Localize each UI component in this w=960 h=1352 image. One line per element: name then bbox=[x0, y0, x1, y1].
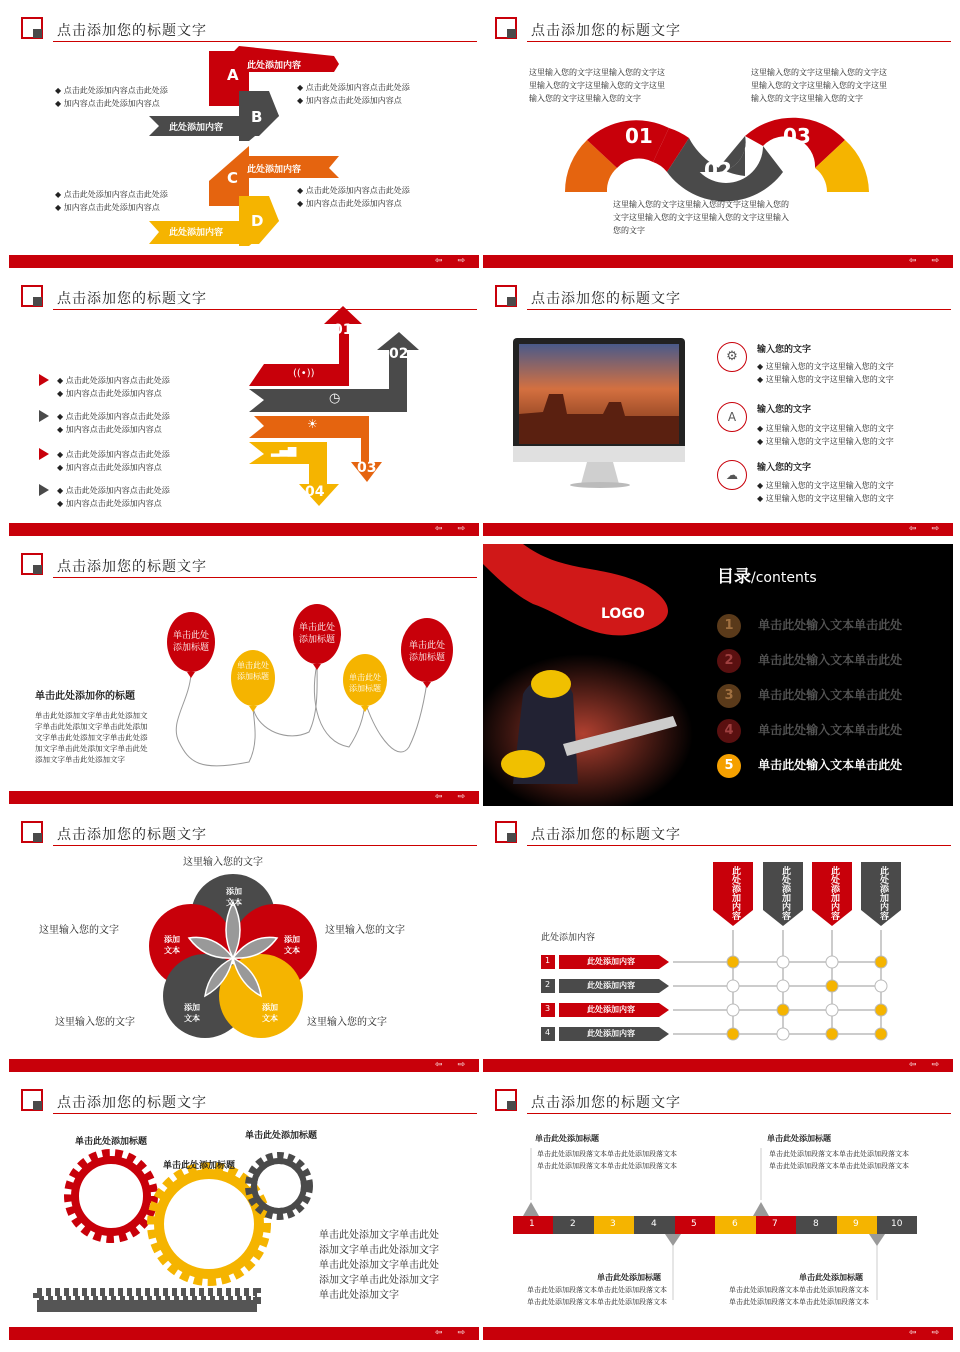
bullet-text: ◆ 点击此处添加内容点击此处添 ◆ 加内容点击此处添加内容点 bbox=[55, 86, 168, 108]
menu-num: 2 bbox=[717, 649, 741, 673]
row-label: 此处添加内容 bbox=[587, 981, 635, 990]
petal-label: 添加文本 bbox=[164, 935, 180, 955]
balloon-label: 单击此处添加标题 bbox=[298, 623, 335, 645]
timeline-num: 4 bbox=[651, 1219, 657, 1229]
menu-item[interactable] bbox=[717, 614, 902, 638]
column-label: 此处添加内容 bbox=[878, 866, 888, 920]
menu-label: 单击此处输入文本单击此处 bbox=[758, 723, 903, 737]
icon-circle bbox=[717, 402, 747, 432]
slide-title: 点击添加您的标题文字 bbox=[531, 291, 681, 307]
bullet-text: ◆ 点击此处添加内容点击此处添 ◆ 加内容点击此处添加内容点 bbox=[297, 186, 410, 208]
slide-3[interactable] bbox=[9, 274, 479, 536]
slide-4[interactable] bbox=[483, 274, 953, 536]
slide-footer bbox=[9, 1327, 479, 1340]
label-d: 此处添加内容 bbox=[169, 228, 224, 238]
slide-footer bbox=[9, 791, 479, 804]
wave-num: 01 bbox=[625, 124, 653, 148]
nav-arrows[interactable]: ⇦ ⇨ bbox=[435, 792, 471, 802]
slide-8[interactable] bbox=[483, 810, 953, 1072]
section-heading: 单击此处添加你的标题 bbox=[35, 691, 135, 702]
slide-title: 点击添加您的标题文字 bbox=[57, 827, 207, 843]
nav-arrows[interactable]: ⇦ ⇨ bbox=[435, 524, 471, 534]
menu-num: 5 bbox=[717, 754, 741, 778]
text-block: 这里输入您的文字这里输入您的文字这 里输入您的文字这里输入您的文字这里 输入您的文字这里输入您的文字 bbox=[529, 68, 665, 103]
wave-num: 02 bbox=[704, 158, 732, 182]
font-icon: A bbox=[727, 410, 737, 424]
letter-b: B bbox=[251, 108, 263, 126]
menu-item[interactable] bbox=[717, 649, 902, 673]
menu-label: 单击此处输入文本单击此处 bbox=[758, 653, 903, 667]
slide-footer bbox=[483, 255, 953, 268]
timeline-num: 8 bbox=[813, 1219, 819, 1229]
menu-label: 单击此处输入文本单击此处 bbox=[758, 688, 903, 702]
wave-num: 03 bbox=[783, 124, 811, 148]
bars-icon: ▂▄▆ bbox=[271, 444, 297, 457]
menu-item[interactable] bbox=[717, 684, 902, 708]
item-title: 输入您的文字 bbox=[757, 405, 812, 415]
item-title: 输入您的文字 bbox=[757, 345, 812, 355]
nav-arrows[interactable]: ⇦ ⇨ bbox=[909, 1328, 945, 1338]
timeline-num: 9 bbox=[853, 1219, 859, 1229]
timeline-text: 单击此处添加段落文本单击此处添加段落文本 单击此处添加段落文本单击此处添加段落文本 bbox=[769, 1150, 909, 1170]
letter-d: D bbox=[251, 212, 264, 230]
item-text: ◆ 这里输入您的文字这里输入您的文字 ◆ 这里输入您的文字这里输入您的文字 bbox=[757, 362, 894, 384]
flower-label: 这里输入您的文字 bbox=[39, 925, 119, 936]
flower-label: 这里输入您的文字 bbox=[183, 857, 263, 868]
wifi-icon: ((•)) bbox=[293, 368, 315, 379]
column-label: 此处添加内容 bbox=[780, 866, 790, 920]
slide-title: 点击添加您的标题文字 bbox=[57, 291, 207, 307]
bullet-text: ◆ 点击此处添加内容点击此处添 ◆ 加内容点击此处添加内容点 bbox=[57, 412, 170, 434]
logo-text: LOGO bbox=[601, 606, 645, 622]
icon-circle bbox=[717, 460, 747, 490]
timeline-num: 2 bbox=[570, 1219, 576, 1229]
slide-footer bbox=[9, 255, 479, 268]
slide-footer bbox=[9, 1059, 479, 1072]
flower-label: 这里输入您的文字 bbox=[55, 1017, 135, 1028]
timeline-title: 单击此处添加标题 bbox=[535, 1134, 599, 1143]
body-text: 单击此处添加文字单击此处 添加文字单击此处添加文字 单击此处添加文字单击此处 添加文字单击此处添加文字 单击此处添加文字 bbox=[319, 1230, 439, 1301]
text-block: 这里输入您的文字这里输入您的文字这里输入您的 文字这里输入您的文字这里输入您的文字这里输入 您的文字 bbox=[613, 200, 789, 235]
bullet-text: ◆ 点击此处添加内容点击此处添 ◆ 加内容点击此处添加内容点 bbox=[57, 486, 170, 508]
balloon-label: 单击此处添加标题 bbox=[349, 673, 381, 693]
column-label: 此处添加内容 bbox=[829, 866, 839, 920]
menu-label: 单击此处输入文本单击此处 bbox=[758, 618, 903, 632]
timeline-title: 单击此处添加标题 bbox=[767, 1134, 831, 1143]
bullet-text: ◆ 点击此处添加内容点击此处添 ◆ 加内容点击此处添加内容点 bbox=[57, 376, 170, 398]
left-label: 此处添加内容 bbox=[541, 933, 596, 943]
menu-title: 目录/contents bbox=[717, 567, 817, 587]
balloon-label: 单击此处添加标题 bbox=[172, 631, 209, 653]
balloon-label: 单击此处添加标题 bbox=[408, 641, 445, 663]
slide-title: 点击添加您的标题文字 bbox=[531, 23, 681, 39]
timeline-title: 单击此处添加标题 bbox=[597, 1273, 661, 1282]
nav-arrows[interactable]: ⇦ ⇨ bbox=[435, 256, 471, 266]
slide-2[interactable] bbox=[483, 6, 953, 268]
slide-title: 点击添加您的标题文字 bbox=[57, 23, 207, 39]
flower-diagram bbox=[9, 810, 479, 1072]
timeline-text: 单击此处添加段落文本单击此处添加段落文本 单击此处添加段落文本单击此处添加段落文本 bbox=[537, 1150, 677, 1170]
label-a: 此处添加内容 bbox=[247, 61, 302, 71]
menu-item[interactable] bbox=[717, 719, 902, 743]
item-text: ◆ 这里输入您的文字这里输入您的文字 ◆ 这里输入您的文字这里输入您的文字 bbox=[757, 424, 894, 446]
bullet-text: ◆ 点击此处添加内容点击此处添 ◆ 加内容点击此处添加内容点 bbox=[57, 450, 170, 472]
text-block: 这里输入您的文字这里输入您的文字这 里输入您的文字这里输入您的文字这里 输入您的文字这里输入您的文字 bbox=[751, 68, 887, 103]
timeline-text: 单击此处添加段落文本单击此处添加段落文本 单击此处添加段落文本单击此处添加段落文本 bbox=[729, 1286, 869, 1306]
gear-title: 单击此处添加标题 bbox=[245, 1131, 318, 1141]
timeline-num: 6 bbox=[732, 1219, 738, 1229]
balloon-label: 单击此处添加标题 bbox=[237, 661, 269, 681]
petal-label: 添加文本 bbox=[262, 1003, 278, 1023]
slide-title: 点击添加您的标题文字 bbox=[531, 827, 681, 843]
slide-6-contents[interactable] bbox=[483, 544, 953, 806]
timeline-num: 3 bbox=[610, 1219, 616, 1229]
arrow-num: 02 bbox=[389, 346, 409, 362]
clock-icon: ◷ bbox=[329, 391, 341, 406]
gear-title: 单击此处添加标题 bbox=[75, 1137, 148, 1147]
arrow-num: 04 bbox=[305, 484, 325, 500]
arrow-num: 03 bbox=[357, 460, 377, 476]
slide-title: 点击添加您的标题文字 bbox=[57, 559, 207, 575]
nav-arrows[interactable]: ⇦ ⇨ bbox=[909, 256, 945, 266]
timeline-num: 10 bbox=[891, 1219, 903, 1229]
slide-5[interactable] bbox=[9, 542, 479, 804]
nav-arrows[interactable]: ⇦ ⇨ bbox=[909, 1060, 945, 1070]
row-label: 此处添加内容 bbox=[587, 1029, 635, 1038]
bullet-text: ◆ 点击此处添加内容点击此处添 ◆ 加内容点击此处添加内容点 bbox=[297, 83, 410, 105]
flower-label: 这里输入您的文字 bbox=[307, 1017, 387, 1028]
slide-footer bbox=[483, 1327, 953, 1340]
label-b: 此处添加内容 bbox=[169, 123, 224, 133]
letter-c: C bbox=[227, 169, 239, 187]
timeline-title: 单击此处添加标题 bbox=[799, 1273, 863, 1282]
nav-arrows[interactable]: ⇦ ⇨ bbox=[909, 524, 945, 534]
slide-1[interactable] bbox=[9, 6, 479, 268]
icon-circle bbox=[717, 342, 747, 372]
slide-footer bbox=[483, 523, 953, 536]
timeline-text: 单击此处添加段落文本单击此处添加段落文本 单击此处添加段落文本单击此处添加段落文本 bbox=[527, 1286, 667, 1306]
menu-label: 单击此处输入文本单击此处 bbox=[758, 758, 903, 772]
slide-7[interactable] bbox=[9, 810, 479, 1072]
row-num: 1 bbox=[545, 956, 551, 965]
menu-num: 1 bbox=[717, 614, 741, 638]
item-title: 输入您的文字 bbox=[757, 463, 812, 473]
bulb-icon: ☀ bbox=[307, 417, 318, 431]
nav-arrows[interactable]: ⇦ ⇨ bbox=[435, 1060, 471, 1070]
row-label: 此处添加内容 bbox=[587, 1005, 635, 1014]
petal-label: 添加文本 bbox=[284, 935, 300, 955]
timeline-num: 1 bbox=[529, 1219, 535, 1229]
menu-item-active[interactable] bbox=[717, 754, 902, 778]
slide-footer bbox=[483, 1059, 953, 1072]
row-num: 4 bbox=[545, 1028, 551, 1037]
body-text: 单击此处添加文字单击此处添加文 字单击此处添加文字单击此处添加 文字单击此处添加文字单击此处添 加文字单击此处添加文字单击此处 添加文字单击此处添加文字 bbox=[35, 711, 148, 764]
slide-footer bbox=[9, 523, 479, 536]
menu-num: 4 bbox=[717, 719, 741, 743]
timeline-num: 7 bbox=[772, 1219, 778, 1229]
label-c: 此处添加内容 bbox=[247, 165, 302, 175]
slide-10[interactable] bbox=[483, 1078, 953, 1340]
gears-icon: ⚙ bbox=[726, 349, 738, 364]
arrow-num: 01 bbox=[333, 322, 353, 338]
item-text: ◆ 这里输入您的文字这里输入您的文字 ◆ 这里输入您的文字这里输入您的文字 bbox=[757, 481, 894, 503]
row-num: 3 bbox=[545, 1004, 551, 1013]
slide-title: 点击添加您的标题文字 bbox=[57, 1095, 207, 1111]
bullet-text: ◆ 点击此处添加内容点击此处添 ◆ 加内容点击此处添加内容点 bbox=[55, 190, 168, 212]
slide-title: 点击添加您的标题文字 bbox=[531, 1095, 681, 1111]
gear-title: 单击此处添加标题 bbox=[163, 1161, 236, 1171]
row-num: 2 bbox=[545, 980, 551, 989]
petal-label: 添加文本 bbox=[184, 1003, 200, 1023]
timeline-num: 5 bbox=[691, 1219, 697, 1229]
arrow-diagram bbox=[9, 6, 479, 268]
nav-arrows[interactable]: ⇦ ⇨ bbox=[435, 1328, 471, 1338]
row-label: 此处添加内容 bbox=[587, 957, 635, 966]
column-label: 此处添加内容 bbox=[730, 866, 740, 920]
petal-label: 添加文本 bbox=[226, 887, 242, 907]
letter-a: A bbox=[227, 66, 239, 84]
cloud-icon: ☁ bbox=[726, 468, 738, 482]
flower-label: 这里输入您的文字 bbox=[325, 925, 405, 936]
slide-9[interactable] bbox=[9, 1078, 479, 1340]
menu-num: 3 bbox=[717, 684, 741, 708]
